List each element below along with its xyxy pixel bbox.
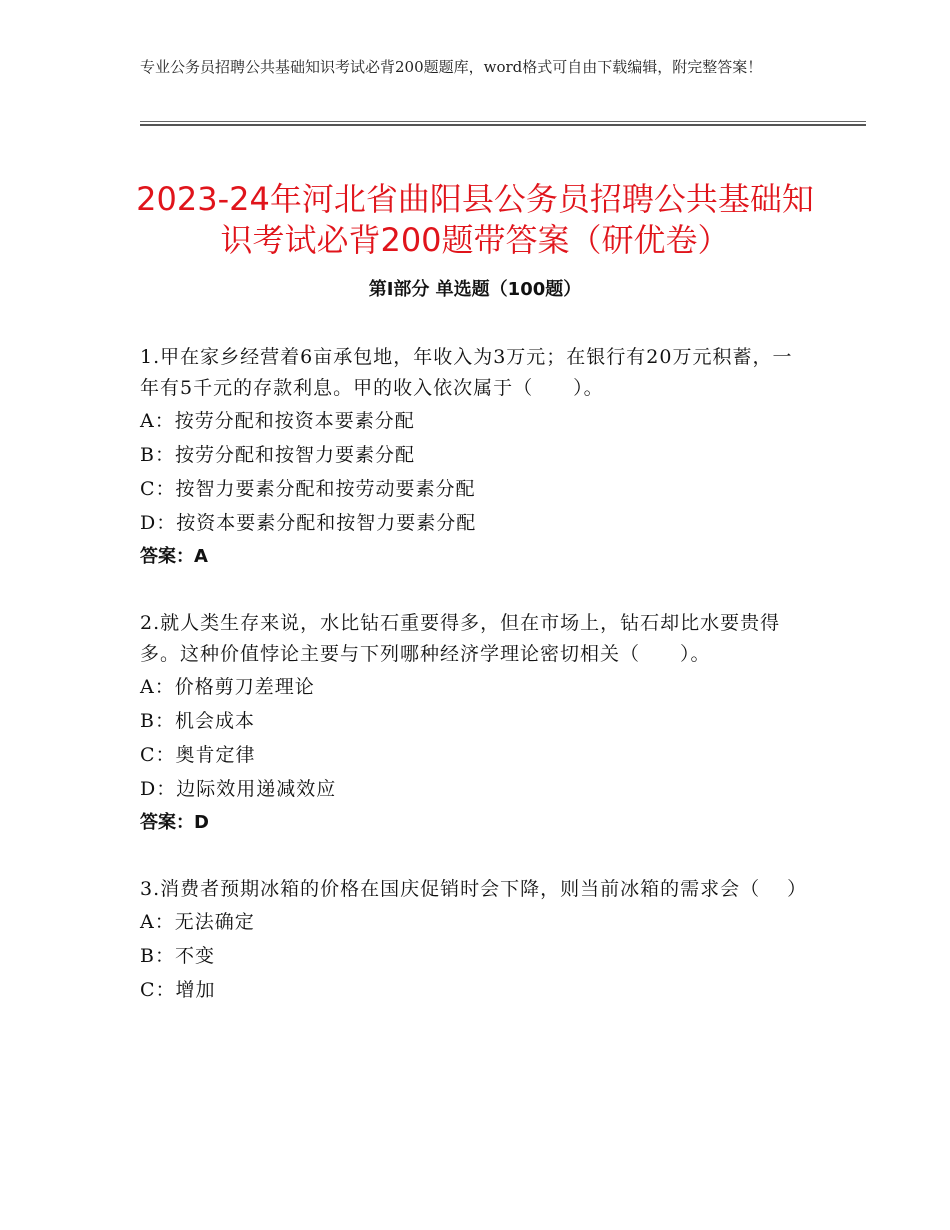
option-a: A：无法确定 [140, 911, 255, 933]
header-divider-thick [140, 124, 866, 126]
question-2 [140, 608, 804, 840]
question-stem: 3.消费者预期冰箱的价格在国庆促销时会下降，则当前冰箱的需求会（ ） [140, 878, 808, 900]
option-c: C：按智力要素分配和按劳动要素分配 [140, 478, 476, 500]
question-stem: 1.甲在家乡经营着6亩承包地，年收入为3万元；在银行有20万元积蓄，一年有5千元的存款利息。甲的收入依次属于（ ）。 [140, 346, 793, 399]
option-b: B：不变 [140, 945, 215, 967]
header-note: 专业公务员招聘公共基础知识考试必背200题题库，word格式可自由下载编辑，附完整答案！ [140, 58, 763, 76]
option-a: A：按劳分配和按资本要素分配 [140, 410, 415, 432]
answer-label: 答案：D [140, 812, 209, 833]
answer-label: 答案：A [140, 546, 208, 567]
option-b: B：机会成本 [140, 710, 255, 732]
document-title: 2023-24年河北省曲阳县公务员招聘公共基础知识考试必背200题带答案（研优卷） [136, 180, 814, 260]
question-stem: 2.就人类生存来说，水比钻石重要得多，但在市场上，钻石却比水要贵得多。这种价值悖论主要与下列哪种经济学理论密切相关（ ）。 [140, 612, 781, 665]
option-a: A：价格剪刀差理论 [140, 676, 315, 698]
question-3 [140, 874, 808, 1007]
option-b: B：按劳分配和按智力要素分配 [140, 444, 415, 466]
header-divider-thin [140, 121, 866, 122]
option-d: D：边际效用递减效应 [140, 778, 337, 800]
question-1 [140, 342, 804, 574]
option-c: C：奥肯定律 [140, 744, 256, 766]
option-c: C：增加 [140, 979, 216, 1001]
section-title: 第Ⅰ部分 单选题（100题） [368, 279, 582, 300]
option-d: D：按资本要素分配和按智力要素分配 [140, 512, 477, 534]
question-list [140, 342, 808, 1041]
